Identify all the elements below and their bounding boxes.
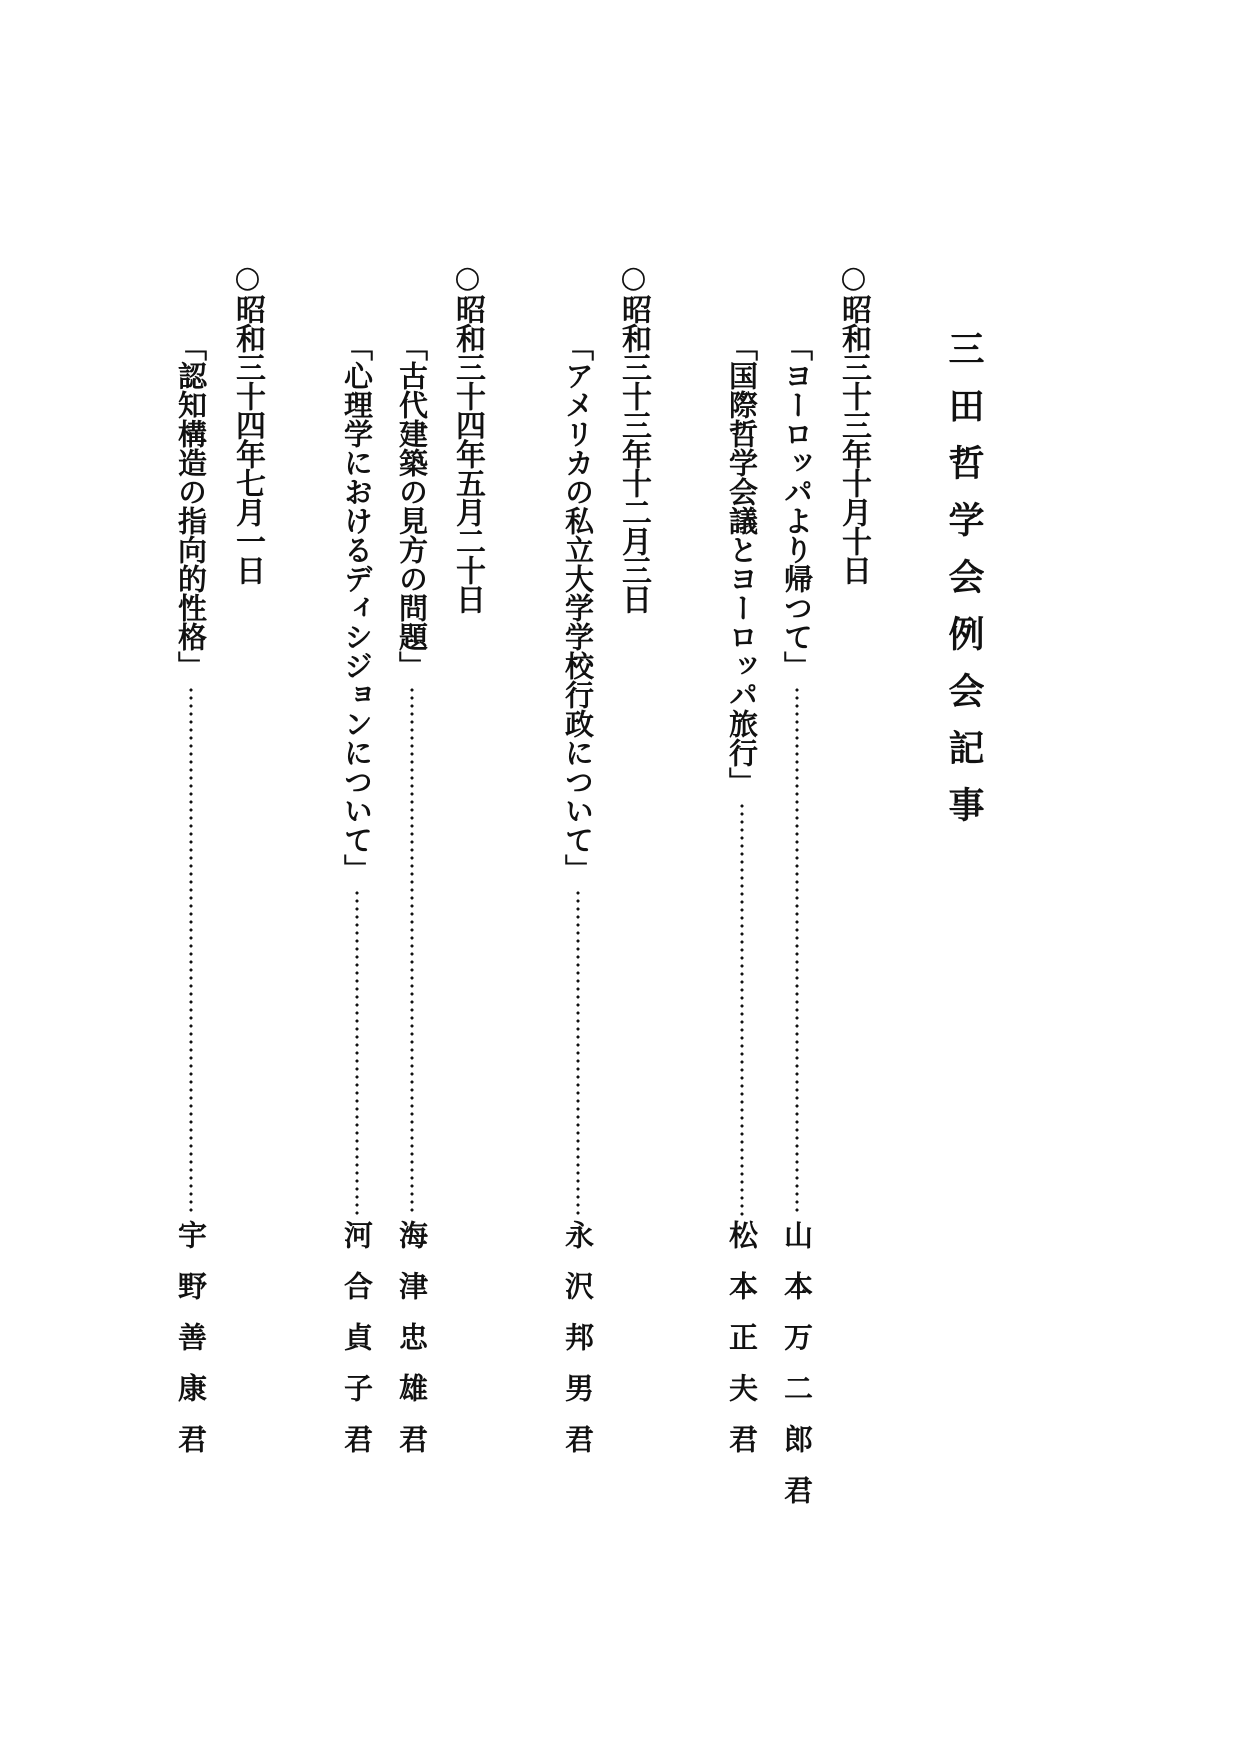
speaker-name: 宇野善康君 (174, 1220, 208, 1475)
dot-leader (397, 686, 426, 1216)
dot-leader (342, 889, 371, 1216)
dot-leader (563, 889, 592, 1216)
talk-title: 「認知構造の指向的性格」 (174, 332, 208, 680)
dot-leader (782, 686, 811, 1216)
page-title: 三田哲学会例会記事 (943, 330, 985, 843)
talk-title: 「ヨーロッパより帰つて」 (780, 332, 814, 680)
meeting-date: ○昭和三十四年七月一日 (230, 260, 265, 584)
talk-title: 「国際哲学会議とヨーロッパ旅行」 (725, 332, 759, 796)
dot-leader (727, 802, 756, 1216)
talk-entry (780, 332, 814, 1526)
talk-title: 「アメリカの私立大学学校行政について」 (561, 332, 595, 883)
meeting-date: ○昭和三十三年十月十日 (836, 260, 871, 584)
meeting-date: ○昭和三十三年十二月三日 (616, 260, 651, 613)
speaker-name: 海津忠雄君 (395, 1220, 429, 1475)
dot-leader (176, 686, 205, 1216)
speaker-name: 松本正夫君 (725, 1220, 759, 1475)
talk-entry (561, 332, 595, 1475)
speaker-name: 河合貞子君 (340, 1220, 374, 1475)
talk-entry (340, 332, 374, 1475)
talk-title: 「心理学におけるディシジョンについて」 (340, 332, 374, 883)
meeting-date: ○昭和三十四年五月二十日 (450, 260, 485, 613)
talk-entry (725, 332, 759, 1475)
talk-entry (174, 332, 208, 1475)
speaker-name: 永沢邦男君 (561, 1220, 595, 1475)
talk-entry (395, 332, 429, 1475)
talk-title: 「古代建築の見方の問題」 (395, 332, 429, 680)
speaker-name: 山本万二郎君 (780, 1220, 814, 1526)
